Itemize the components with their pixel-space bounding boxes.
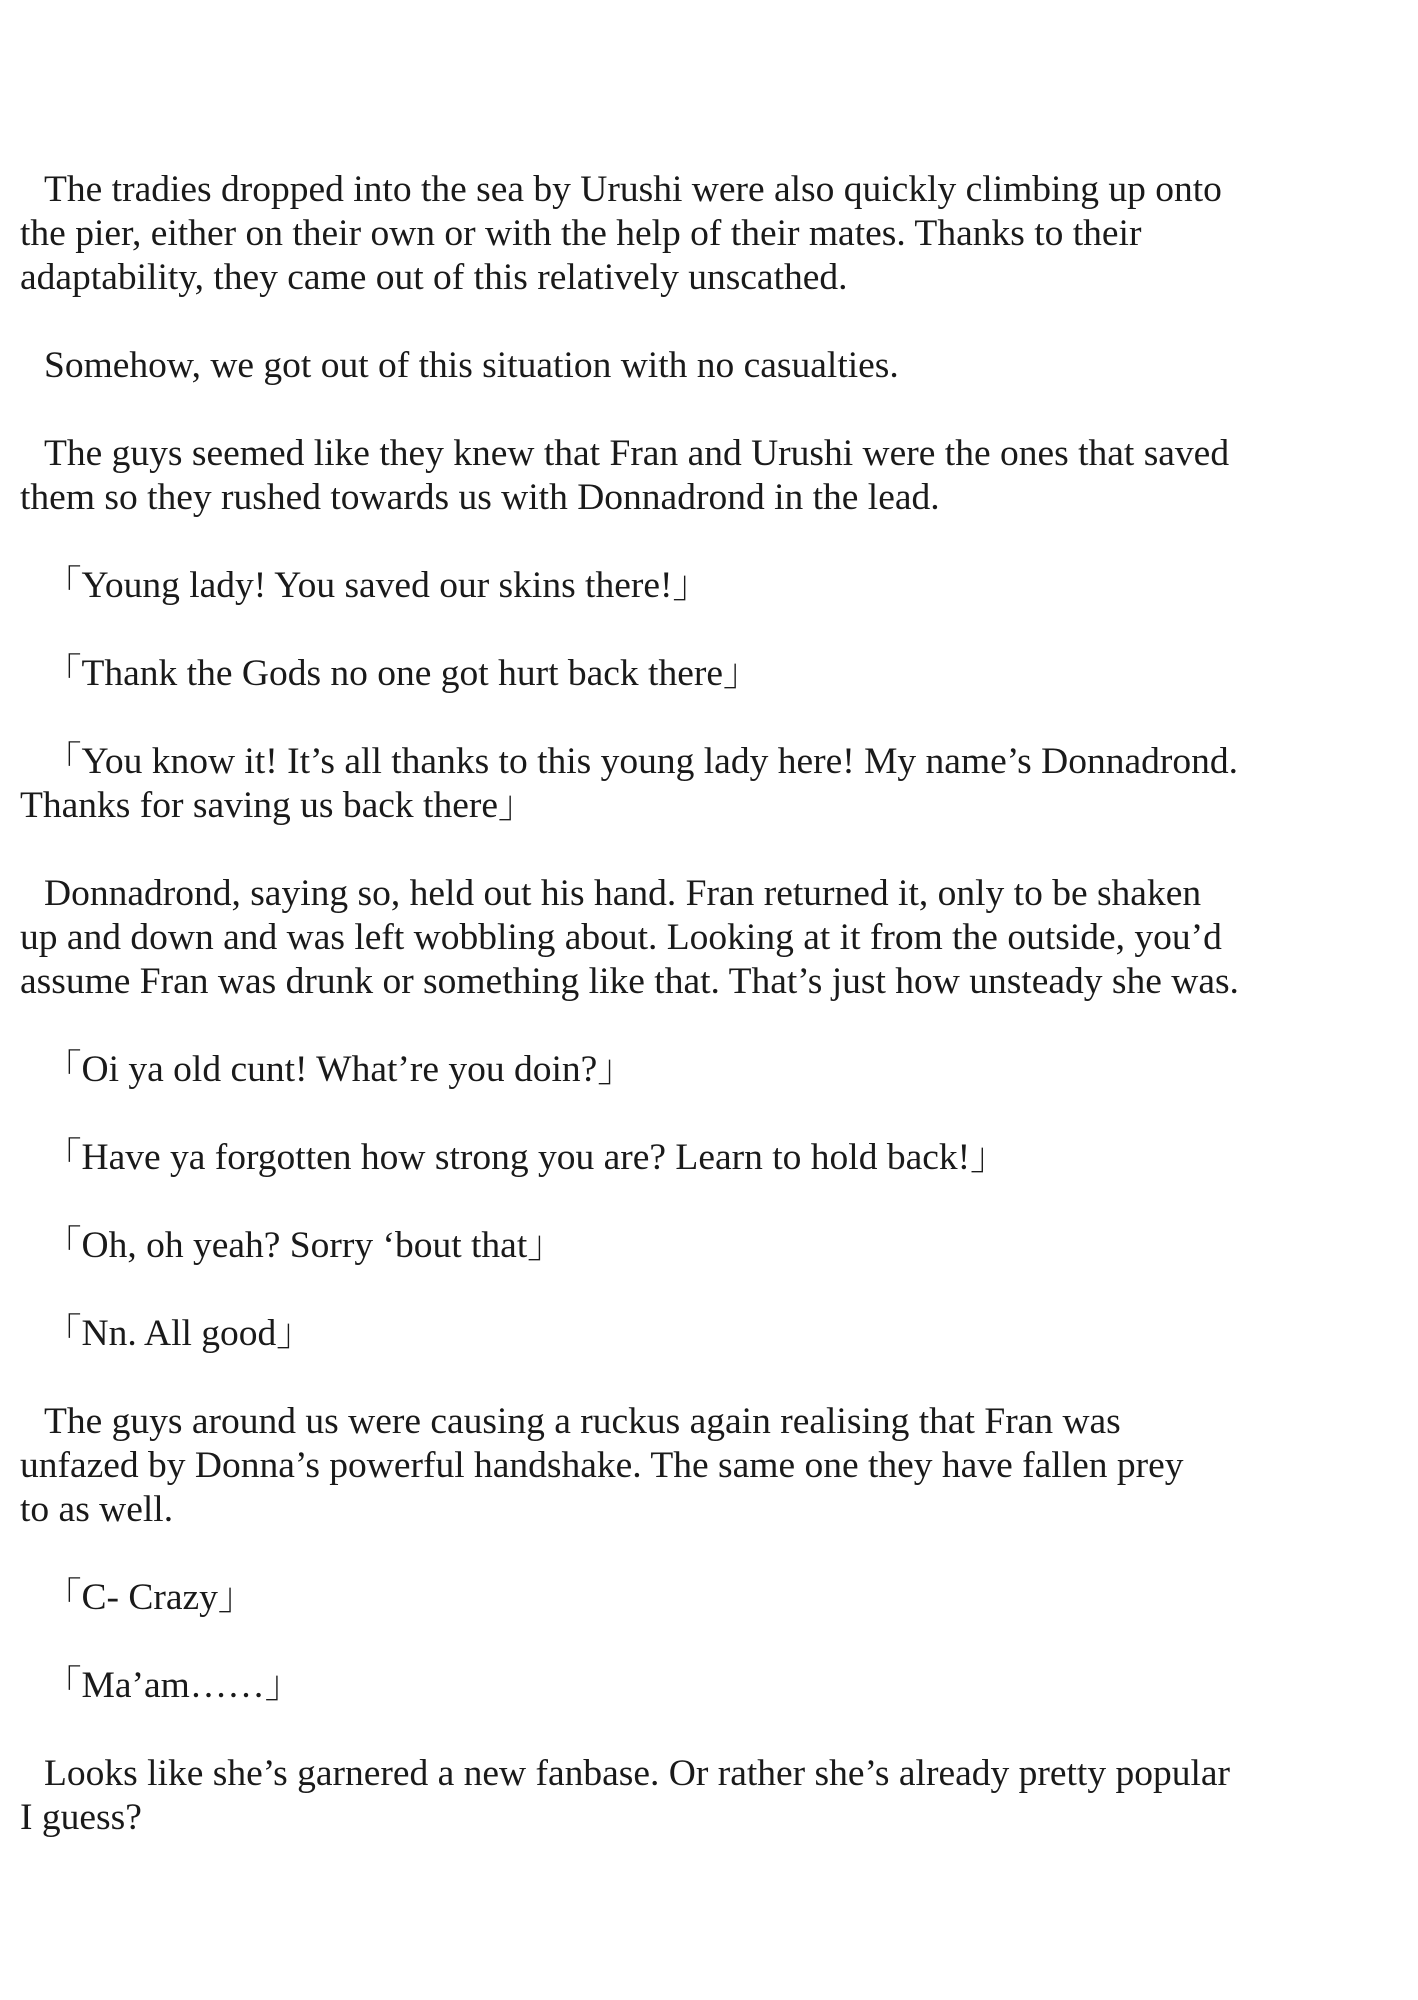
text-line: Donnadrond, saying so, held out his hand. Fran returned it, only to be shaken (44, 873, 1202, 914)
dialogue-line (20, 740, 1405, 828)
dialogue-line (20, 1312, 1405, 1356)
text-line: The guys around us were causing a ruckus again realising that Fran was (44, 1401, 1121, 1442)
text-line: 「Have ya forgotten how strong you are? Learn to hold back!」 (44, 1137, 1008, 1178)
dialogue-line (20, 1664, 1405, 1708)
narration-paragraph (20, 872, 1405, 1004)
document-page (20, 168, 1405, 1884)
text-line: 「Thank the Gods no one got hurt back there」 (44, 653, 761, 694)
narration-paragraph (20, 1400, 1405, 1532)
text-line: The guys seemed like they knew that Fran and Urushi were the ones that saved (44, 433, 1230, 474)
text-line: Somehow, we got out of this situation with no casualties. (44, 345, 899, 386)
text-line: 「Oi ya old cunt! What’re you doin?」 (44, 1049, 635, 1090)
dialogue-line (20, 652, 1405, 696)
narration-paragraph (20, 1752, 1405, 1840)
text-line: adaptability, they came out of this relatively unscathed. (20, 257, 848, 298)
dialogue-line (20, 1224, 1405, 1268)
text-line: unfazed by Donna’s powerful handshake. The same one they have fallen prey (20, 1445, 1184, 1486)
text-line: I guess? (20, 1797, 142, 1838)
text-line: to as well. (20, 1489, 174, 1530)
dialogue-line (20, 564, 1405, 608)
text-line: assume Fran was drunk or something like that. That’s just how unsteady she was. (20, 961, 1239, 1002)
dialogue-line (20, 1048, 1405, 1092)
narration-paragraph (20, 168, 1405, 300)
text-line: 「Nn. All good」 (44, 1313, 314, 1354)
text-line: Thanks for saving us back there」 (20, 785, 536, 826)
text-line: up and down and was left wobbling about. Looking at it from the outside, you’d (20, 917, 1222, 958)
text-line: 「Ma’am……」 (44, 1665, 303, 1706)
text-line: the pier, either on their own or with the help of their mates. Thanks to their (20, 213, 1142, 254)
text-line: The tradies dropped into the sea by Urushi were also quickly climbing up onto (44, 169, 1222, 210)
text-line: 「You know it! It’s all thanks to this young lady here! My name’s Donnadrond. (44, 741, 1238, 782)
text-line: them so they rushed towards us with Donnadrond in the lead. (20, 477, 940, 518)
text-line: Looks like she’s garnered a new fanbase. Or rather she’s already pretty popular (44, 1753, 1231, 1794)
text-line: 「C- Crazy」 (44, 1577, 256, 1618)
narration-paragraph (20, 344, 1405, 388)
dialogue-line (20, 1576, 1405, 1620)
dialogue-line (20, 1136, 1405, 1180)
narration-paragraph (20, 432, 1405, 520)
text-line: 「Oh, oh yeah? Sorry ‘bout that」 (44, 1225, 565, 1266)
text-line: 「Young lady! You saved our skins there!」 (44, 565, 710, 606)
text-body (20, 168, 1405, 1840)
